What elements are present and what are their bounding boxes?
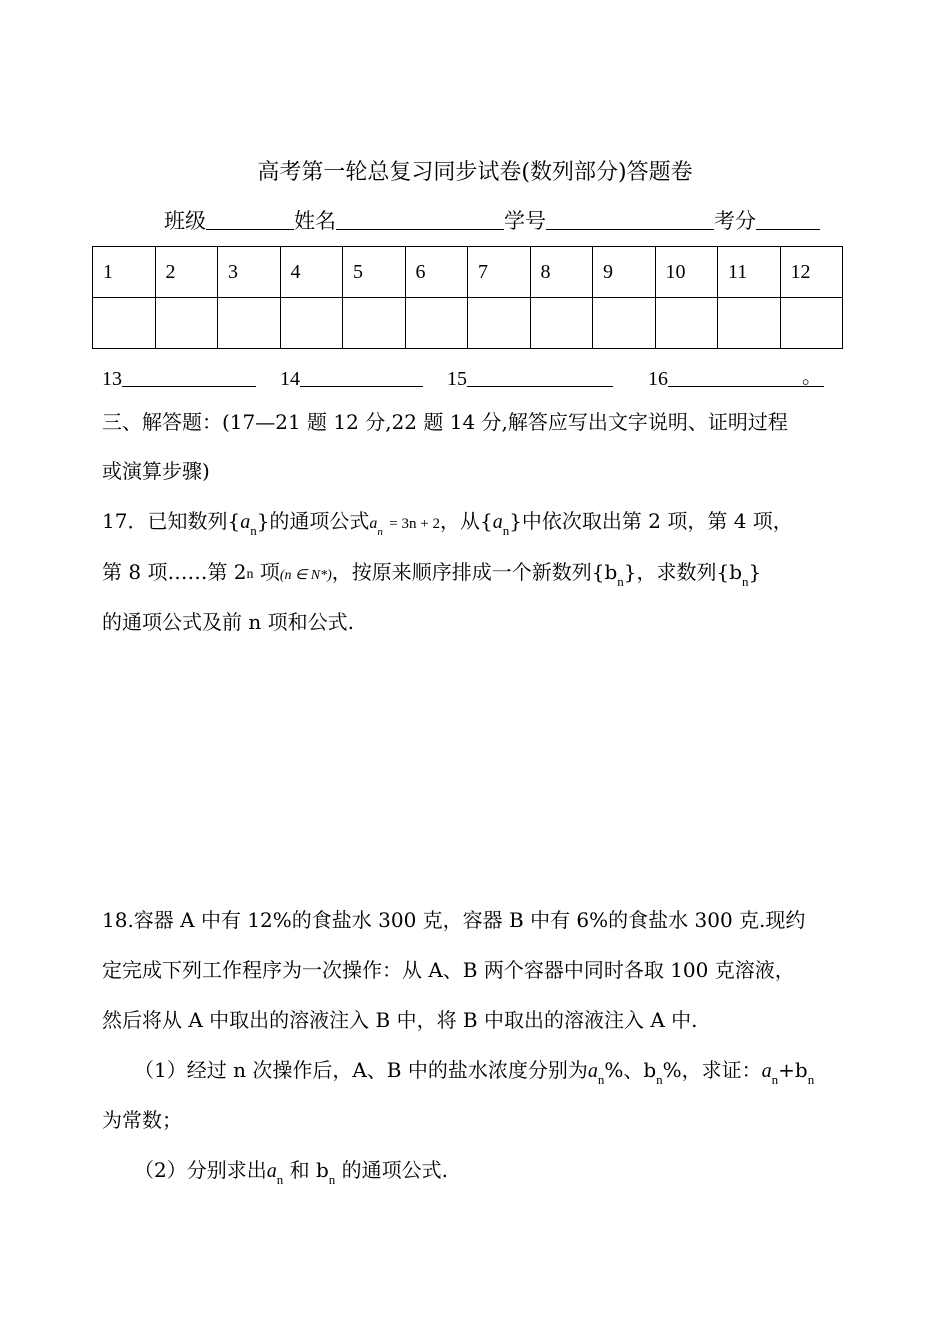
section3-instructions-line2: 或演算步骤) — [102, 459, 210, 483]
q13-blank[interactable] — [122, 362, 256, 387]
fill-blank-row — [447, 362, 613, 391]
answer-cell[interactable] — [93, 298, 156, 349]
answer-cell[interactable] — [343, 298, 406, 349]
q13-number: 13 — [102, 368, 122, 390]
question-number: 11 — [718, 247, 781, 298]
name-blank[interactable] — [336, 205, 504, 230]
q16-blank[interactable] — [668, 362, 824, 387]
q18-line3: 然后将从 A 中取出的溶液注入 B 中，将 B 中取出的溶液注入 A 中. — [102, 1008, 698, 1032]
q14-number: 14 — [280, 368, 300, 390]
class-label: 班级 — [164, 209, 206, 233]
answer-cell[interactable] — [593, 298, 656, 349]
q16-number: 16 — [648, 368, 668, 390]
class-blank[interactable] — [206, 205, 294, 230]
question-number: 5 — [343, 247, 406, 298]
student-info-row — [164, 205, 820, 235]
question-number: 6 — [405, 247, 468, 298]
question-number: 2 — [155, 247, 218, 298]
q17-line3: 的通项公式及前 n 项和公式. — [102, 610, 354, 634]
question-number: 4 — [280, 247, 343, 298]
q18-part2: （2）分别求出$a_n$ 和 $b_n$ 的通项公式. — [134, 1158, 448, 1187]
q18-part1: （1）经过 n 次操作后，A、B 中的盐水浓度分别为$a_n\%$、$b_n\%$，求证：$a_n+b_n$ — [134, 1058, 815, 1087]
question-number: 8 — [530, 247, 593, 298]
question-number: 9 — [593, 247, 656, 298]
section3-instructions-line1: 三、解答题：(17—21 题 12 分,22 题 14 分,解答应写出文字说明、证明过程 — [102, 410, 788, 434]
answer-cell[interactable] — [405, 298, 468, 349]
answer-table-answer-row — [93, 298, 843, 349]
student-id-blank[interactable] — [546, 205, 714, 230]
q14-blank[interactable] — [300, 362, 423, 387]
q18-part1-line2: 为常数； — [102, 1108, 182, 1132]
q17-line2: 第 8 项……第 2n 项(n ∈ N*)，按原来顺序排成一个新数列$\{b_n\}$，求数列$\{b_n\}$ — [102, 560, 762, 589]
question-number: 12 — [780, 247, 843, 298]
q15-number: 15 — [447, 368, 467, 390]
q18-line2: 定完成下列工作程序为一次操作：从 A、B 两个容器中同时各取 100 克溶液， — [102, 958, 795, 982]
q15-blank[interactable] — [467, 362, 613, 387]
answer-cell[interactable] — [468, 298, 531, 349]
answer-cell[interactable] — [530, 298, 593, 349]
answer-table — [92, 246, 843, 349]
q17-formula: = 3n + 2 — [389, 516, 440, 532]
answer-cell[interactable] — [280, 298, 343, 349]
score-blank[interactable] — [756, 205, 820, 230]
answer-cell[interactable] — [718, 298, 781, 349]
student-id-label: 学号 — [504, 209, 546, 233]
page-title: 高考第一轮总复习同步试卷(数列部分)答题卷 — [257, 160, 693, 185]
question-number: 10 — [655, 247, 718, 298]
answer-cell[interactable] — [655, 298, 718, 349]
question-number: 1 — [93, 247, 156, 298]
question-number: 3 — [218, 247, 281, 298]
q17-condition: (n ∈ N*) — [279, 568, 332, 583]
fill-blank-row — [280, 362, 423, 391]
end-mark: 。 — [802, 366, 822, 388]
name-label: 姓名 — [294, 209, 336, 233]
fill-blank-row — [102, 362, 256, 391]
answer-cell[interactable] — [155, 298, 218, 349]
score-label: 考分 — [714, 209, 756, 233]
q18-line1: 18.容器 A 中有 12%的食盐水 300 克，容器 B 中有 6%的食盐水 300 克.现约 — [102, 908, 806, 932]
q17-line1: 17．已知数列$\{a_n\}$的通项公式$a_n = 3n + 2$，从$\{a_n\}$中依次取出第 2 项，第 4 项， — [102, 509, 793, 538]
answer-table-number-row — [93, 247, 843, 298]
question-number: 7 — [468, 247, 531, 298]
answer-cell[interactable] — [218, 298, 281, 349]
answer-cell[interactable] — [780, 298, 843, 349]
fill-blank-row — [648, 362, 824, 391]
